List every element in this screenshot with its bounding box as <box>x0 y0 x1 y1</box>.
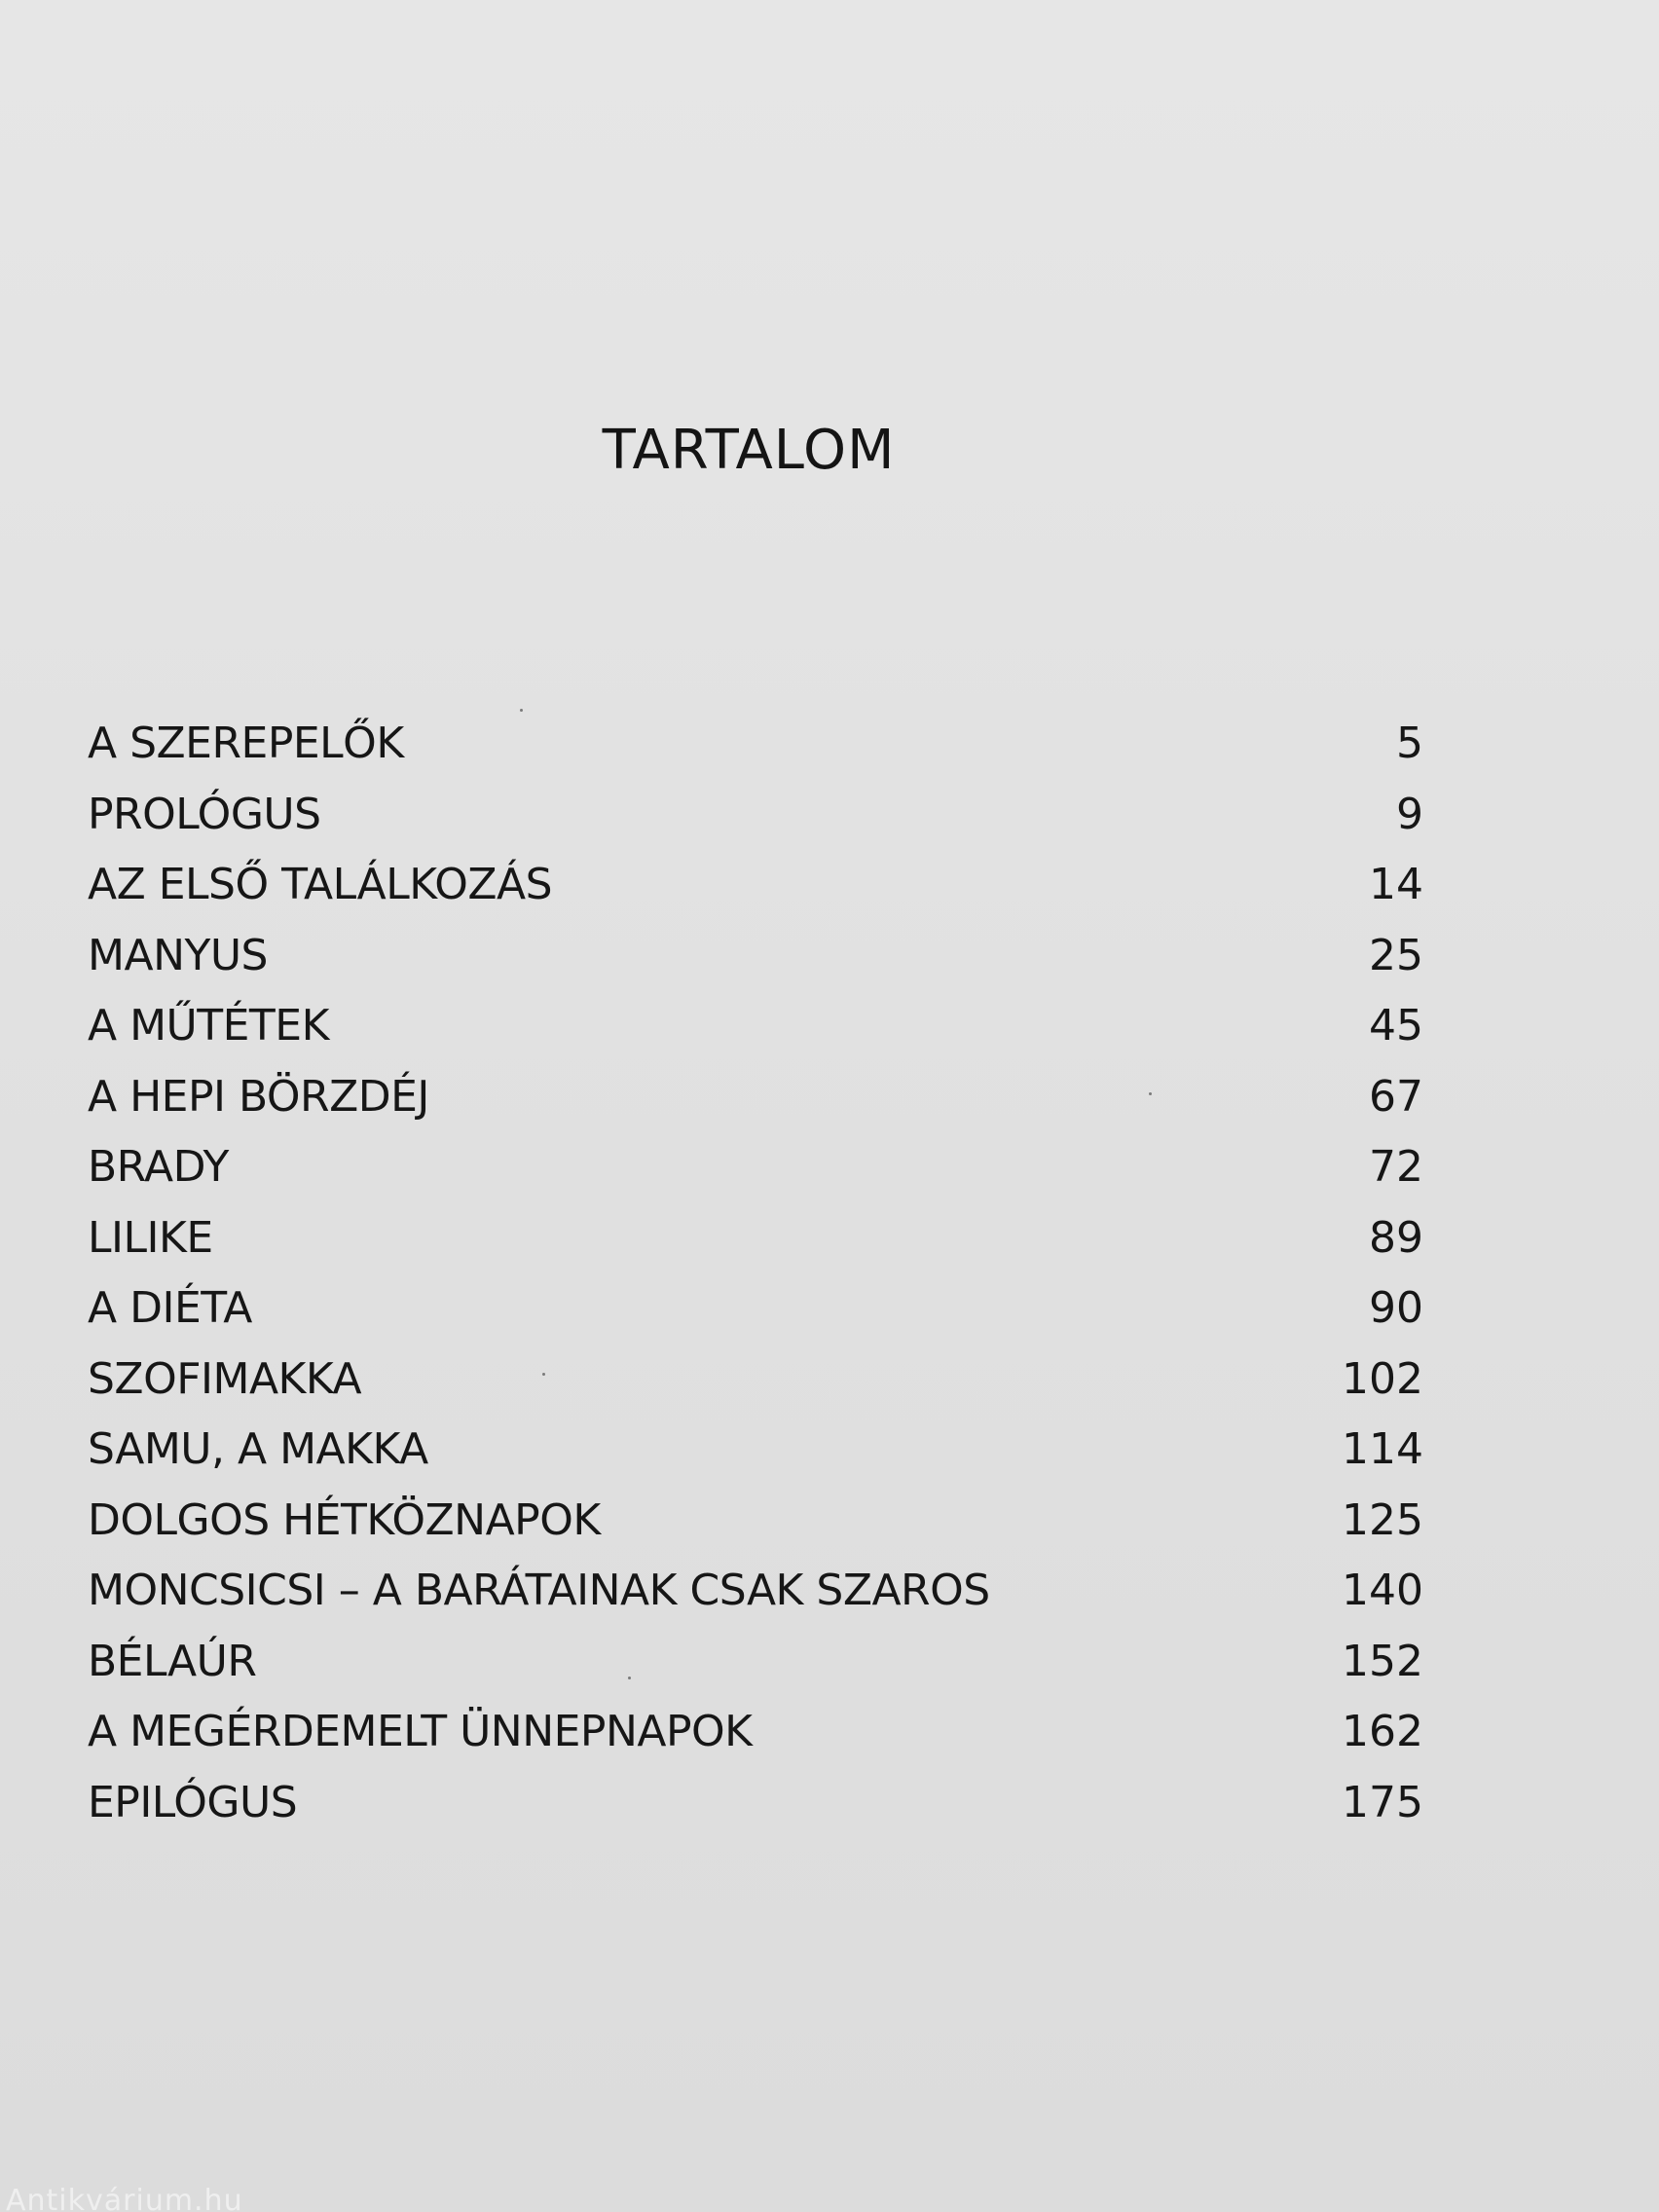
paper-speck <box>628 1677 631 1679</box>
toc-entry-title: MANYUS <box>88 930 268 980</box>
toc-entry <box>88 921 1423 992</box>
toc-entry <box>88 1273 1423 1345</box>
toc-entry-page: 5 <box>1396 719 1423 768</box>
toc-entry <box>88 1556 1423 1627</box>
toc-entry-page: 89 <box>1369 1212 1423 1263</box>
toc-entry-page: 25 <box>1369 930 1423 980</box>
toc-entry <box>88 850 1423 921</box>
toc-entry-page: 140 <box>1342 1566 1423 1615</box>
toc-entry-title: SZOFIMAKKA <box>88 1353 362 1404</box>
toc-entry <box>88 1486 1423 1557</box>
toc-entry <box>88 1768 1423 1839</box>
toc-entry-title: EPILÓGUS <box>88 1777 298 1827</box>
toc-entry-page: 152 <box>1342 1636 1423 1686</box>
table-of-contents <box>88 709 1423 1838</box>
toc-entry <box>88 1203 1423 1274</box>
toc-entry-page: 67 <box>1369 1071 1423 1122</box>
toc-entry-title: BRADY <box>88 1142 229 1192</box>
toc-entry-page: 14 <box>1369 860 1423 909</box>
toc-entry-page: 125 <box>1342 1494 1423 1545</box>
toc-entry-title: A MŰTÉTEK <box>88 1001 329 1051</box>
toc-entry-title: SAMU, A MAKKA <box>88 1424 428 1474</box>
toc-entry <box>88 1627 1423 1698</box>
toc-entry-page: 45 <box>1369 1001 1423 1051</box>
toc-entry-page: 175 <box>1342 1777 1423 1827</box>
watermark: Antikvárium.hu <box>6 2184 243 2212</box>
toc-entry-title: DOLGOS HÉTKÖZNAPOK <box>88 1494 601 1545</box>
toc-entry <box>88 709 1423 780</box>
toc-entry-title: MONCSICSI – A BARÁTAINAK CSAK SZAROS <box>88 1566 990 1615</box>
toc-entry <box>88 1697 1423 1768</box>
toc-entry-page: 90 <box>1369 1283 1423 1333</box>
paper-speck <box>520 709 523 712</box>
toc-entry-title: PROLÓGUS <box>88 789 321 839</box>
toc-entry-title: A MEGÉRDEMELT ÜNNEPNAPOK <box>88 1707 753 1756</box>
toc-entry-page: 102 <box>1342 1353 1423 1404</box>
toc-entry-title: A DIÉTA <box>88 1283 252 1333</box>
toc-entry-title: A SZEREPELŐK <box>88 719 404 768</box>
toc-entry <box>88 991 1423 1062</box>
toc-entry <box>88 1132 1423 1203</box>
toc-entry <box>88 1345 1423 1416</box>
toc-entry-title: LILIKE <box>88 1212 213 1263</box>
paper-speck <box>542 1373 545 1376</box>
toc-entry <box>88 1415 1423 1486</box>
toc-entry-title: BÉLAÚR <box>88 1636 257 1686</box>
toc-entry-title: AZ ELSŐ TALÁLKOZÁS <box>88 860 553 909</box>
toc-entry-page: 9 <box>1396 789 1423 839</box>
toc-entry <box>88 780 1423 851</box>
page-title: TARTALOM <box>602 419 896 482</box>
toc-entry <box>88 1062 1423 1133</box>
toc-entry-page: 114 <box>1342 1424 1423 1474</box>
toc-entry-page: 162 <box>1342 1707 1423 1756</box>
paper-speck <box>1149 1092 1152 1095</box>
toc-entry-title: A HEPI BÖRZDÉJ <box>88 1071 429 1122</box>
toc-entry-page: 72 <box>1369 1142 1423 1192</box>
